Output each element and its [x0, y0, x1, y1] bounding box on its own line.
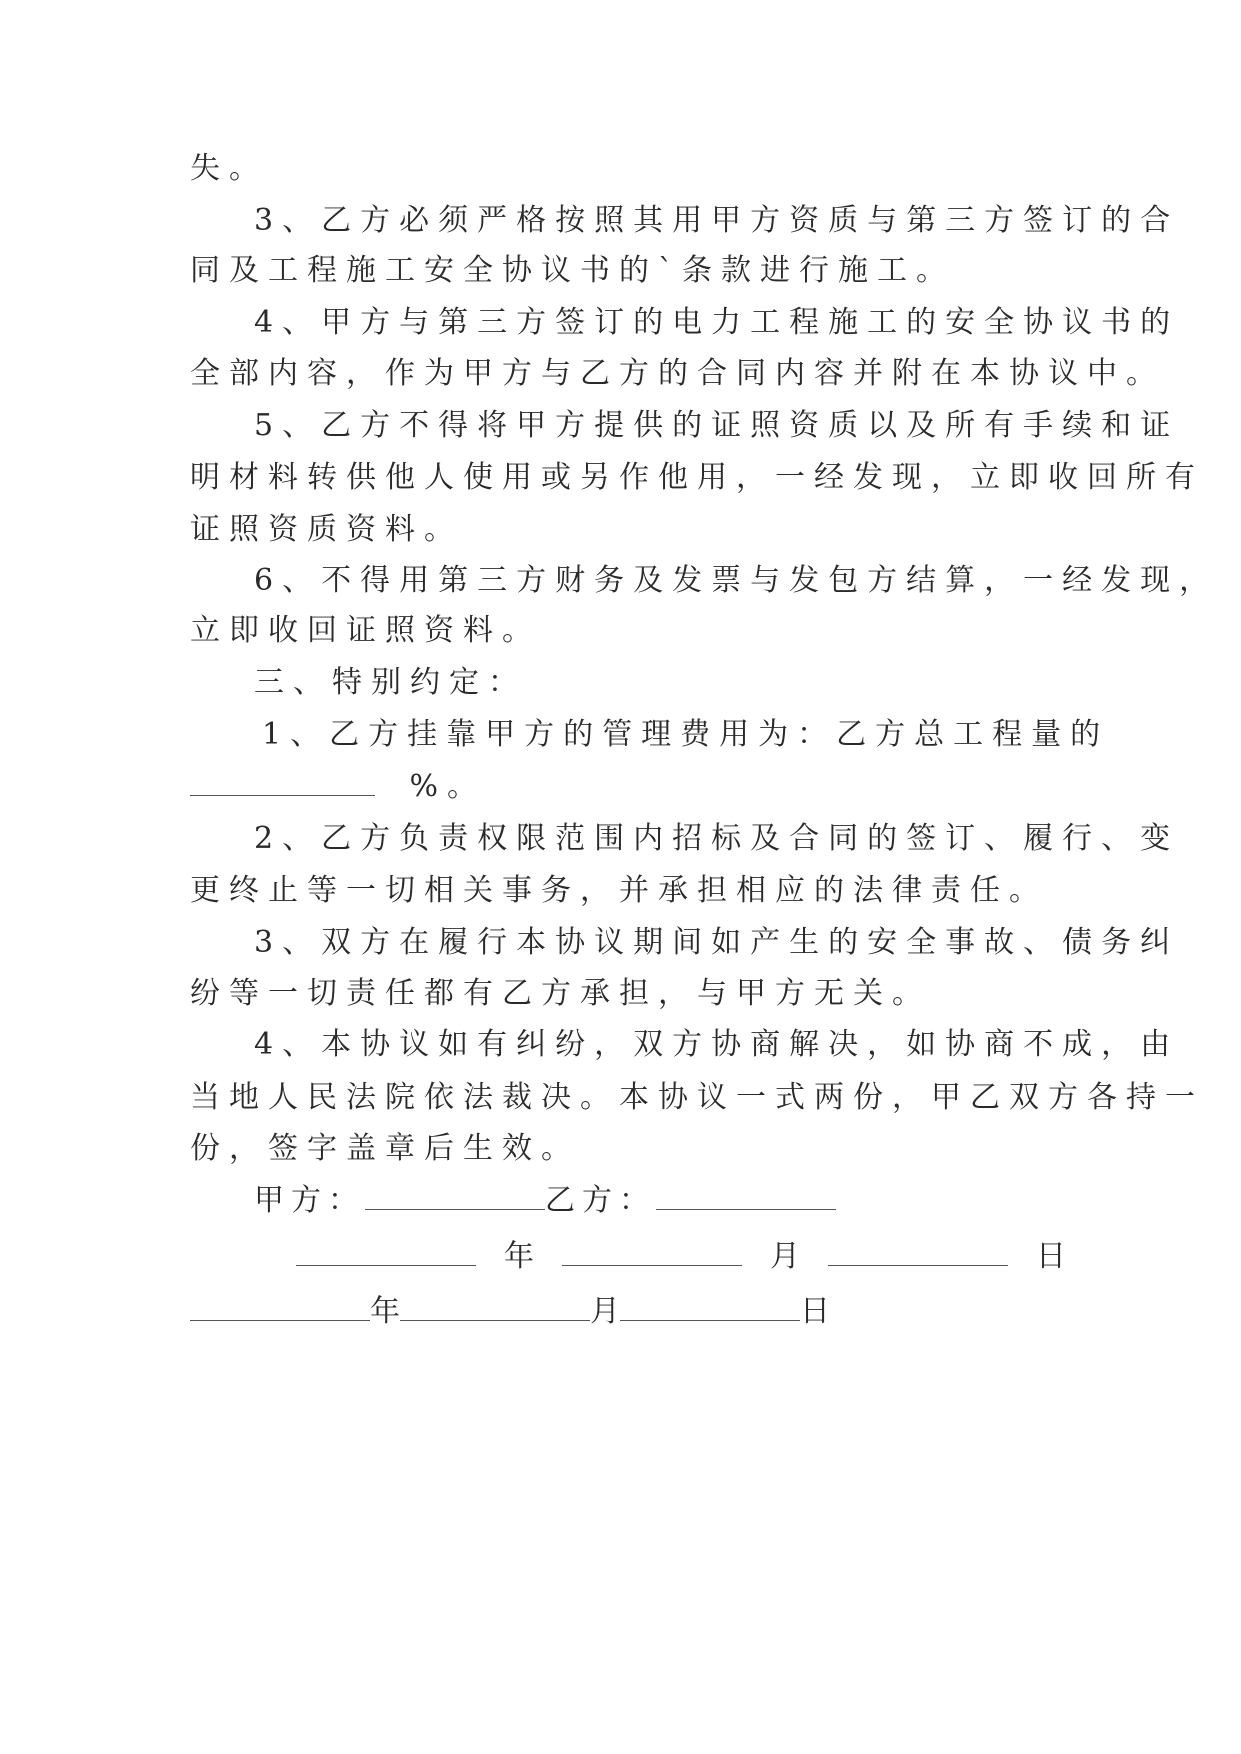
- party-b-label: 乙方：: [545, 1183, 656, 1218]
- year-label-a: 年: [504, 1239, 534, 1274]
- text-line: 4、甲方与第三方签订的电力工程施工的安全协议书的: [254, 305, 1180, 340]
- text-line: 纷等一切责任都有乙方承担，与甲方无关。: [190, 976, 931, 1011]
- month-label-a: 月: [770, 1239, 800, 1274]
- text-line: 3、双方在履行本协议期间如产生的安全事故、债务纠: [254, 925, 1180, 960]
- date-row-a: [296, 1234, 1066, 1280]
- day-blank-a[interactable]: [828, 1235, 1008, 1266]
- percent-sign: %。: [409, 769, 487, 804]
- text-line: 6、不得用第三方财务及发票与发包方结算，一经发现，: [254, 563, 1219, 598]
- day-label-b: 日: [800, 1294, 830, 1329]
- month-blank-a[interactable]: [562, 1235, 742, 1266]
- text-line: 1、乙方挂靠甲方的管理费用为：乙方总工程量的: [262, 717, 1110, 752]
- text-line: 更终止等一切相关事务，并承担相应的法律责任。: [190, 873, 1048, 908]
- year-label-b: 年: [370, 1294, 400, 1329]
- text-line: 4、本协议如有纠纷，双方协商解决，如协商不成，由: [254, 1027, 1180, 1062]
- year-blank-a[interactable]: [296, 1235, 476, 1266]
- text-line: 2、乙方负责权限范围内招标及合同的签订、履行、变: [254, 821, 1180, 856]
- month-label-b: 月: [590, 1294, 620, 1329]
- text-line: 当地人民法院依法裁决。本协议一式两份，甲乙双方各持一: [190, 1080, 1204, 1115]
- day-blank-b[interactable]: [620, 1290, 800, 1321]
- year-blank-b[interactable]: [190, 1290, 370, 1321]
- text-line: 失。: [190, 151, 268, 186]
- month-blank-b[interactable]: [400, 1290, 590, 1321]
- text-line: 份，签字盖章后生效。: [190, 1131, 580, 1166]
- text-line: 立即收回证照资料。: [190, 613, 541, 648]
- text-line: 明材料转供他人使用或另作他用，一经发现，立即收回所有: [190, 460, 1204, 495]
- signature-row: [254, 1178, 1070, 1224]
- text-line: 5、乙方不得将甲方提供的证照资质以及所有手续和证: [254, 408, 1180, 443]
- fee-percent-blank[interactable]: [190, 765, 375, 796]
- text-line: 证照资质资料。: [190, 512, 463, 547]
- party-a-signature-blank[interactable]: [365, 1179, 545, 1210]
- section-heading: 三、特别约定：: [254, 665, 527, 700]
- party-a-label: 甲方：: [254, 1183, 365, 1218]
- date-row-b: [190, 1289, 1070, 1335]
- text-line: 同及工程施工安全协议书的`条款进行施工。: [190, 253, 955, 288]
- text-line: [190, 764, 1070, 810]
- party-b-signature-blank[interactable]: [656, 1179, 836, 1210]
- text-line: 全部内容，作为甲方与乙方的合同内容并附在本协议中。: [190, 356, 1165, 391]
- day-label-a: 日: [1036, 1239, 1066, 1274]
- text-line: 3、乙方必须严格按照其用甲方资质与第三方签订的合: [254, 203, 1180, 238]
